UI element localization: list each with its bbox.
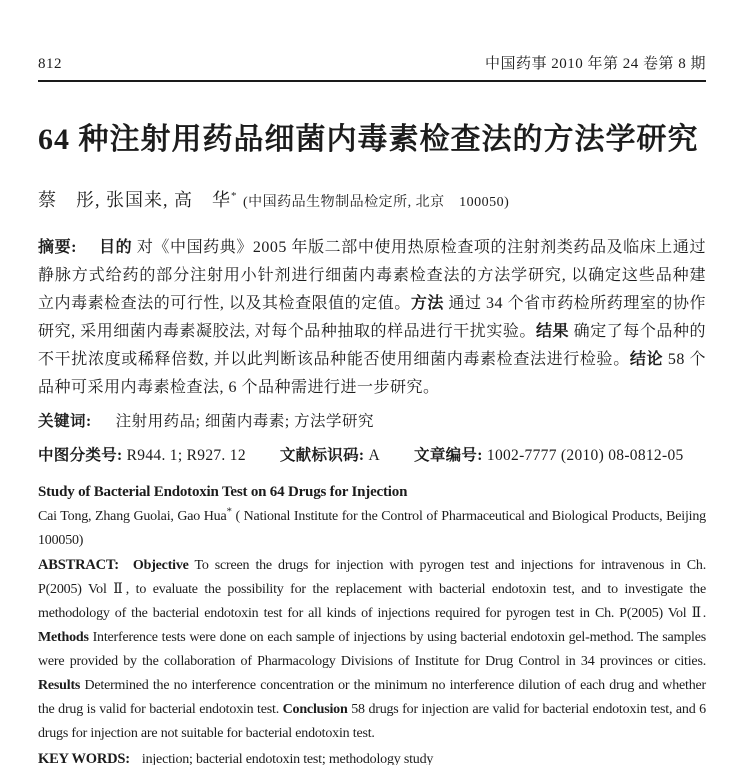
clc-number: 中图分类号: R944. 1; R927. 12 (38, 447, 246, 464)
abstract-cn-objective-label: 目的 (99, 239, 133, 256)
english-section (38, 480, 706, 765)
author-names-en: Cai Tong, Zhang Guolai, Gao Hua (38, 509, 227, 524)
abstract-cn-methods-label: 方法 (410, 295, 444, 312)
keywords-text-cn: 注射用药品; 细菌内毒素; 方法学研究 (115, 413, 375, 430)
abstract-en-methods-label: Methods (38, 630, 89, 645)
keywords-text-en: injection; bacterial endotoxin test; methodology study (141, 752, 434, 765)
classification-line (38, 443, 706, 465)
abstract-en-objective-label: Objective (132, 558, 189, 573)
corresponding-author-asterisk: * (231, 190, 238, 202)
abstract-cn-objective-text: 对《中国药典》2005 年版二部中使用热原检查项的注射剂类药品及临床上通过静脉方式给药的部分注射用小针剂进行细菌内毒素检查法的方法学研究, 以确定这些品种建立内毒素检查法的可行性, 以及其检查限值的定值。 (38, 239, 706, 312)
abstract-cn-methods-text: 通过 34 个省市药检所药理室的协作研究, 采用细菌内毒素凝胶法, 对每个品种抽取的样品进行干扰实验。 (38, 295, 706, 340)
abstract-en-conclusion-label: Conclusion (282, 702, 348, 717)
keywords-label-cn: 关键词: (38, 413, 92, 430)
header-rule (38, 80, 706, 82)
keywords-label-en: KEY WORDS: (38, 751, 130, 765)
article-title-en: Study of Bacterial Endotoxin Test on 64 Drugs for Injection (38, 484, 408, 500)
abstract-cn-results-text: 确定了每个品种的不干扰浓度或稀释倍数, 并以此判断该品种能否使用细菌内毒素检查法进行检验。 (38, 323, 706, 368)
abstract-en (38, 553, 706, 746)
abstract-en-results-label: Results (38, 678, 81, 693)
abstract-en-objective-text: To screen the drugs for injection with pyrogen test and injections for intravenous in Ch. P(2005) Vol Ⅱ, to evaluate the possibility for the replacement with bacterial endotoxin test, and to investigate the methodology of the bacterial endotoxin test for all kinds of injections required for pyrogen test in Ch. P(2005) Vol Ⅱ. (38, 558, 706, 621)
abstract-label-cn: 摘要: (38, 239, 77, 256)
article-title-cn: 64 种注射用药品细菌内毒素检查法的方法学研究 (38, 123, 699, 156)
abstract-en-results-text: Determined the no interference concentration or the minimum no interference dilution of each drug and whether the drug is valid for bacterial endotoxin test. (38, 678, 706, 717)
corresponding-author-asterisk-en: * (226, 505, 232, 518)
authors-en (38, 505, 706, 553)
authors-cn (38, 186, 706, 212)
abstract-cn-conclusion-label: 结论 (629, 351, 664, 368)
keywords-en (38, 747, 706, 765)
affiliation-en: ( National Institute for the Control of Pharmaceutical and Biological Products, Beijing 100050) (38, 509, 706, 548)
abstract-label-en: ABSTRACT: (38, 557, 119, 573)
author-names-cn: 蔡 彤, 张国来, 高 华 (38, 190, 231, 210)
abstract-cn-conclusion-text: 58 个品种可采用内毒素检查法, 6 个品种需进行进一步研究。 (38, 351, 706, 396)
article-id: 文章编号: 1002-7777 (2010) 08-0812-05 (414, 447, 684, 464)
document-code: 文献标识码: A (279, 447, 381, 464)
running-head (38, 52, 706, 73)
abstract-en-conclusion-text: 58 drugs for injection are valid for bacterial endotoxin test, and 6 drugs for injection are not suitable for bacterial endotoxin test. (38, 702, 706, 741)
journal-issue-info: 中国药事 2010 年第 24 卷第 8 期 (484, 56, 706, 72)
abstract-cn (38, 234, 706, 402)
keywords-cn (38, 409, 706, 431)
abstract-cn-results-label: 结果 (535, 323, 570, 340)
page-number: 812 (38, 56, 62, 72)
abstract-en-methods-text: Interference tests were done on each sample of injections by using bacterial endotoxin gel-method. The samples were provided by the collaboration of Pharmacology Divisions of Institute for Drug Control in 34 provinces or cities. (38, 630, 706, 669)
affiliation-cn: (中国药品生物制品检定所, 北京 100050) (243, 195, 510, 210)
